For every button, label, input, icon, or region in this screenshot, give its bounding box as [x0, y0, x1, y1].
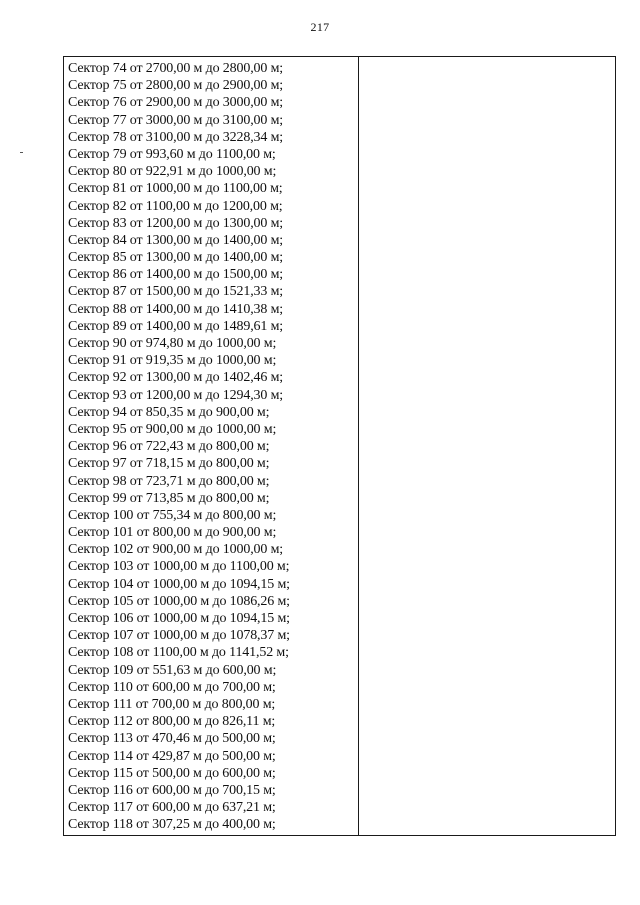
sector-line: Сектор 82 от 1100,00 м до 1200,00 м; — [68, 198, 283, 214]
sector-line: Сектор 118 от 307,25 м до 400,00 м; — [68, 817, 276, 833]
sector-line: Сектор 106 от 1000,00 м до 1094,15 м; — [68, 611, 290, 626]
empty-right-column — [359, 57, 615, 835]
sector-line: Сектор 105 от 1000,00 м до 1086,26 м; — [68, 593, 290, 609]
sector-line: Сектор 77 от 3000,00 м до 3100,00 м; — [68, 112, 284, 128]
sector-line: Сектор 74 от 2700,00 м до 2800,00 м; — [68, 61, 284, 76]
sector-line: Сектор 103 от 1000,00 м до 1100,00 м; — [68, 559, 290, 575]
sector-line: Сектор 87 от 1500,00 м до 1521,33 м; — [68, 284, 284, 300]
sector-table — [63, 56, 616, 836]
sector-line: Сектор 81 от 1000,00 м до 1100,00 м; — [68, 181, 283, 197]
sector-line: Сектор 115 от 500,00 м до 600,00 м; — [68, 765, 276, 781]
page-number: 217 — [310, 20, 330, 34]
sector-line: Сектор 110 от 600,00 м до 700,00 м; — [68, 679, 276, 695]
sector-line: Сектор 76 от 2900,00 м до 3000,00 м; — [68, 95, 284, 111]
sector-line: Сектор 99 от 713,85 м до 800,00 м; — [68, 490, 270, 506]
sector-line: Сектор 101 от 800,00 м до 900,00 м; — [68, 525, 277, 541]
sector-line: Сектор 108 от 1100,00 м до 1141,52 м; — [68, 645, 289, 661]
sector-line: Сектор 88 от 1400,00 м до 1410,38 м; — [68, 301, 284, 317]
sector-line: Сектор 116 от 600,00 м до 700,15 м; — [68, 782, 276, 798]
sector-line: Сектор 113 от 470,46 м до 500,00 м; — [68, 731, 276, 747]
sector-line: Сектор 83 от 1200,00 м до 1300,00 м; — [68, 215, 284, 231]
sector-line: Сектор 96 от 722,43 м до 800,00 м; — [68, 439, 270, 455]
sector-line: Сектор 111 от 700,00 м до 800,00 м; — [68, 696, 276, 712]
sector-line: Сектор 85 от 1300,00 м до 1400,00 м; — [68, 250, 284, 266]
sector-list-column — [64, 57, 359, 835]
sector-line: Сектор 75 от 2800,00 м до 2900,00 м; — [68, 78, 284, 94]
sector-line: Сектор 93 от 1200,00 м до 1294,30 м; — [68, 387, 284, 403]
sector-line: Сектор 80 от 922,91 м до 1000,00 м; — [68, 164, 277, 180]
sector-line: Сектор 86 от 1400,00 м до 1500,00 м; — [68, 267, 284, 283]
margin-mark — [20, 152, 23, 153]
sector-line: Сектор 102 от 900,00 м до 1000,00 м; — [68, 542, 284, 558]
sector-line: Сектор 109 от 551,63 м до 600,00 м; — [68, 662, 277, 678]
sector-line: Сектор 95 от 900,00 м до 1000,00 м; — [68, 421, 277, 437]
sector-line: Сектор 92 от 1300,00 м до 1402,46 м; — [68, 370, 284, 386]
sector-line: Сектор 91 от 919,35 м до 1000,00 м; — [68, 353, 277, 369]
sector-line: Сектор 94 от 850,35 м до 900,00 м; — [68, 404, 270, 420]
sector-line: Сектор 89 от 1400,00 м до 1489,61 м; — [68, 318, 284, 334]
sector-line: Сектор 98 от 723,71 м до 800,00 м; — [68, 473, 270, 489]
sector-line: Сектор 97 от 718,15 м до 800,00 м; — [68, 456, 270, 472]
sector-line: Сектор 107 от 1000,00 м до 1078,37 м; — [68, 628, 290, 644]
sector-line: Сектор 79 от 993,60 м до 1100,00 м; — [68, 146, 276, 162]
sector-line: Сектор 100 от 755,34 м до 800,00 м; — [68, 507, 277, 523]
sector-line: Сектор 84 от 1300,00 м до 1400,00 м; — [68, 232, 284, 248]
sector-line: Сектор 78 от 3100,00 м до 3228,34 м; — [68, 129, 284, 145]
sector-line: Сектор 104 от 1000,00 м до 1094,15 м; — [68, 576, 290, 592]
sector-line: Сектор 112 от 800,00 м до 826,11 м; — [68, 714, 276, 730]
sector-line: Сектор 114 от 429,87 м до 500,00 м; — [68, 748, 276, 764]
sector-line: Сектор 90 от 974,80 м до 1000,00 м; — [68, 336, 277, 351]
sector-line: Сектор 117 от 600,00 м до 637,21 м; — [68, 800, 276, 816]
